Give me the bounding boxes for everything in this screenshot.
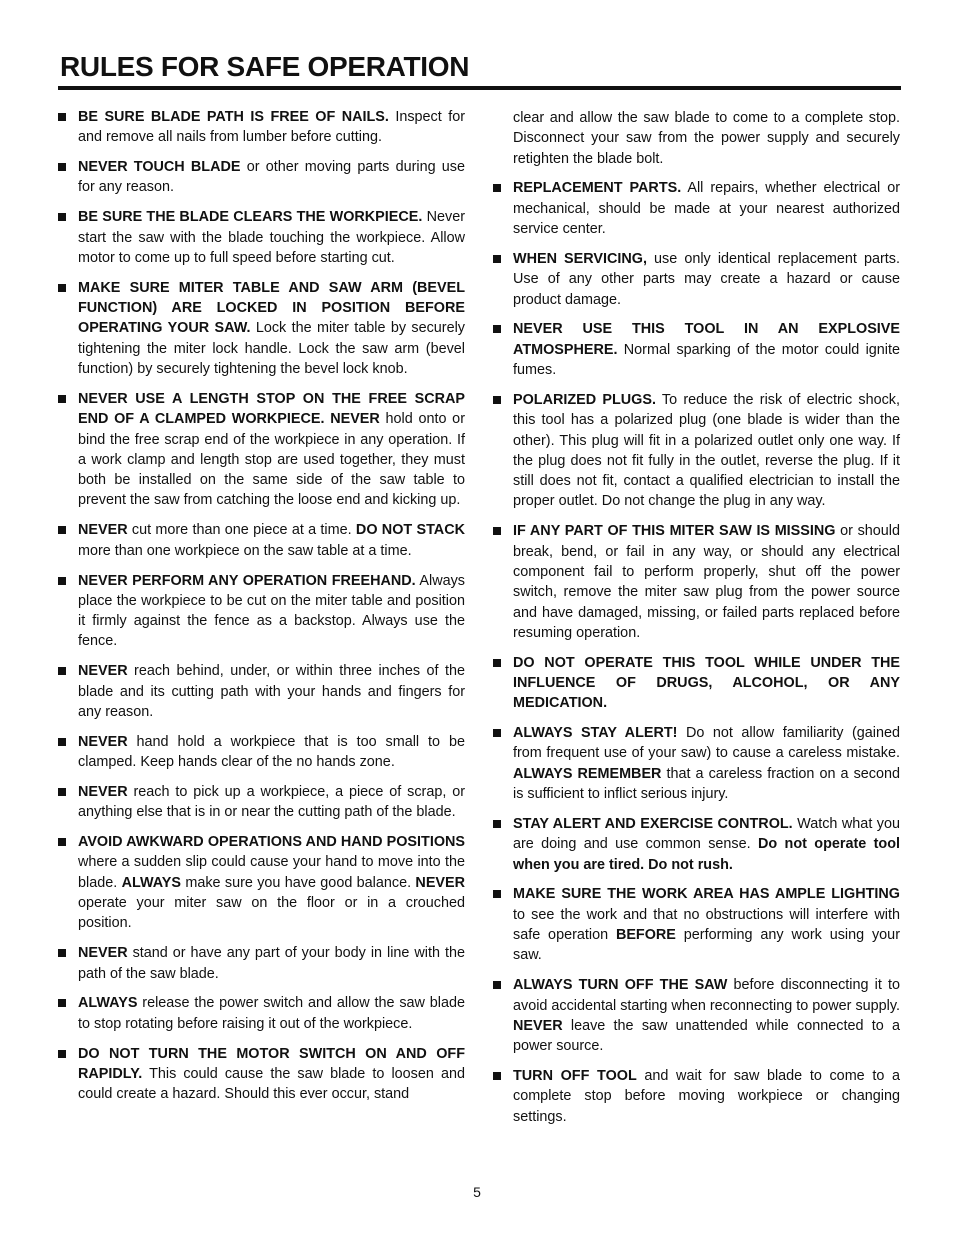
rule-item: DO NOT OPERATE THIS TOOL WHILE UNDER THE INFLUENCE OF DRUGS, ALCOHOL, OR ANY MEDICATION. [491,653,900,714]
rule-item: NEVER cut more than one piece at a time. DO NOT STACK more than one workpiece on the saw table at a time. [56,520,465,561]
rule-item: ALWAYS STAY ALERT! Do not allow familiarity (gained from frequent use of your saw) to cause a careless mistake. ALWAYS REMEMBER that a careless fraction on a second is sufficient to inflict serious injury. [491,723,900,804]
rule-item: NEVER TOUCH BLADE or other moving parts during use for any reason. [56,157,465,198]
square-bullet-icon [58,113,66,121]
square-bullet-icon [58,395,66,403]
rule-item: NEVER hand hold a workpiece that is too small to be clamped. Keep hands clear of the no hands zone. [56,732,465,773]
square-bullet-icon [58,526,66,534]
rule-item: AVOID AWKWARD OPERATIONS AND HAND POSITIONS where a sudden slip could cause your hand to move into the blade. ALWAYS make sure you have good balance. NEVER operate your miter saw on the floor or in a crouched position. [56,832,465,933]
square-bullet-icon [493,184,501,192]
rule-item: NEVER stand or have any part of your body in line with the path of the saw blade. [56,943,465,984]
rule-item: DO NOT TURN THE MOTOR SWITCH ON AND OFF RAPIDLY. This could cause the saw blade to loosen and could create a hazard. Should this ever occur, stand [56,1044,465,1105]
square-bullet-icon [58,163,66,171]
rule-item: NEVER reach behind, under, or within three inches of the blade and its cutting path with your hands and fingers for any reason. [56,661,465,722]
square-bullet-icon [58,738,66,746]
page-number: 5 [473,1184,481,1200]
square-bullet-icon [493,255,501,263]
square-bullet-icon [493,981,501,989]
square-bullet-icon [493,396,501,404]
square-bullet-icon [493,325,501,333]
title-underline [58,86,901,90]
rule-item: BE SURE BLADE PATH IS FREE OF NAILS. Inspect for and remove all nails from lumber before cutting. [56,107,465,148]
square-bullet-icon [58,1050,66,1058]
rule-item: NEVER USE A LENGTH STOP ON THE FREE SCRAP END OF A CLAMPED WORKPIECE. NEVER hold onto or bind the free scrap end of the workpiece in any operation. If a work clamp and length stop are used together, they must both be installed on the same side of the saw table to prevent the saw from catching the loose end and kicking up. [56,389,465,511]
rule-item: WHEN SERVICING, use only identical replacement parts. Use of any other parts may create a hazard or cause product damage. [491,249,900,310]
square-bullet-icon [58,838,66,846]
rule-item: MAKE SURE THE WORK AREA HAS AMPLE LIGHTING to see the work and that no obstructions will interfere with safe operation BEFORE performing any work using your saw. [491,884,900,965]
square-bullet-icon [58,999,66,1007]
square-bullet-icon [58,949,66,957]
rule-item: NEVER USE THIS TOOL IN AN EXPLOSIVE ATMOSPHERE. Normal sparking of the motor could ignite fumes. [491,319,900,380]
rule-item: TURN OFF TOOL and wait for saw blade to come to a complete stop before moving workpiece or changing settings. [491,1066,900,1127]
rule-item: IF ANY PART OF THIS MITER SAW IS MISSING or should break, bend, or fail in any way, or should any electrical component fail to perform properly, shut off the power switch, remove the miter saw plug from the power source and have damaged, missing, or failed parts replaced before resuming operation. [491,521,900,643]
square-bullet-icon [493,527,501,535]
left-column [56,107,465,1114]
square-bullet-icon [58,213,66,221]
square-bullet-icon [58,788,66,796]
square-bullet-icon [493,659,501,667]
square-bullet-icon [58,667,66,675]
square-bullet-icon [493,1072,501,1080]
rule-item: MAKE SURE MITER TABLE AND SAW ARM (BEVEL FUNCTION) ARE LOCKED IN POSITION BEFORE OPERATING YOUR SAW. Lock the miter table by securely tightening the miter lock handle. Lock the saw arm (bevel function) by securely tightening the bevel lock knob. [56,278,465,379]
square-bullet-icon [493,729,501,737]
square-bullet-icon [58,577,66,585]
rule-continuation: clear and allow the saw blade to come to a complete stop. Disconnect your saw from the power supply and securely retighten the blade bolt. [513,110,900,167]
rule-item: ALWAYS release the power switch and allow the saw blade to stop rotating before raising it out of the workpiece. [56,993,465,1034]
right-column [491,108,900,1136]
square-bullet-icon [493,820,501,828]
square-bullet-icon [58,284,66,292]
rule-item: BE SURE THE BLADE CLEARS THE WORKPIECE. Never start the saw with the blade touching the workpiece. Allow motor to come up to full speed before starting cut. [56,207,465,268]
rule-item: STAY ALERT AND EXERCISE CONTROL. Watch what you are doing and use common sense. Do not operate tool when you are tired. Do not rush. [491,814,900,875]
rule-item: NEVER PERFORM ANY OPERATION FREEHAND. Always place the workpiece to be cut on the miter table and position it firmly against the fence as a backstop. Always use the fence. [56,571,465,652]
rule-item: REPLACEMENT PARTS. All repairs, whether electrical or mechanical, should be made at your nearest authorized service center. [491,178,900,239]
rule-item: POLARIZED PLUGS. To reduce the risk of electric shock, this tool has a polarized plug (one blade is wider than the other). This plug will fit in a polarized outlet only one way. If the plug does not fit fully in the outlet, reverse the plug. If it still does not fit, contact a qualified electrician to install the proper outlet. Do not change the plug in any way. [491,390,900,512]
rule-item: ALWAYS TURN OFF THE SAW before disconnecting it to avoid accidental starting when reconnecting to power supply. NEVER leave the saw unattended while connected to a power source. [491,975,900,1056]
rule-item: NEVER reach to pick up a workpiece, a piece of scrap, or anything else that is in or near the cutting path of the blade. [56,782,465,823]
page-title: RULES FOR SAFE OPERATION [60,51,470,82]
square-bullet-icon [493,890,501,898]
